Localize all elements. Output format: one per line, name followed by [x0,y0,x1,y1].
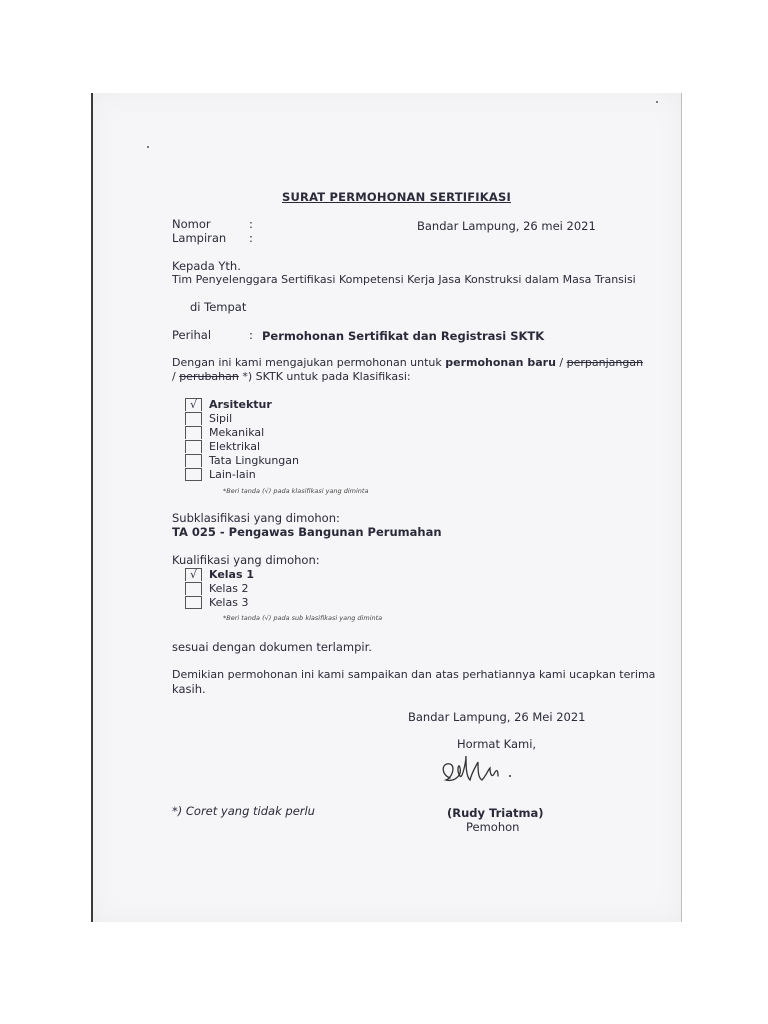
perihal-colon: : [249,328,253,342]
intro-strike-perpanjangan: perpanjangan [566,356,644,369]
signer-name: (Rudy Triatma) [447,806,544,820]
checkbox[interactable] [185,440,202,453]
intro-line1 [172,356,643,370]
subklasifikasi-value: TA 025 - Pengawas Bangunan Perumahan [172,525,442,539]
klasifikasi-label: Lain-lain [209,467,256,481]
klasifikasi-item [185,453,299,467]
checkbox[interactable] [185,426,202,439]
klasifikasi-note: *Beri tanda (√) pada klasifikasi yang diminta [223,487,369,495]
intro-sep: / [555,356,567,369]
lampiran-colon: : [249,231,253,245]
checkbox[interactable] [185,454,202,467]
kualifikasi-label: Kelas 2 [209,581,249,595]
nomor-colon: : [249,217,253,231]
checkbox[interactable]: √ [185,568,202,581]
kualifikasi-checklist [185,567,254,609]
letter-title: SURAT PERMOHONAN SERTIFIKASI [282,190,511,204]
intro-bold: permohonan baru [445,356,556,369]
klasifikasi-item [185,425,299,439]
recipient-place: di Tempat [190,300,247,314]
perihal-label: Perihal [172,328,212,342]
checkbox[interactable] [185,596,202,609]
closing-line1: Demikian permohonan ini kami sampaikan dan atas perhatiannya kami ucapkan terima [172,668,656,681]
checkbox[interactable]: √ [185,398,202,411]
klasifikasi-item [185,411,299,425]
place-date-bottom: Bandar Lampung, 26 Mei 2021 [408,710,586,724]
footnote: *) Coret yang tidak perlu [172,804,315,818]
regards: Hormat Kami, [457,737,537,751]
intro-line2 [172,370,411,384]
intro-sep2: / [172,370,180,383]
scan-speck [656,101,658,103]
klasifikasi-checklist [185,397,299,481]
intro-prefix: Dengan ini kami mengajukan permohonan untuk [172,356,446,369]
klasifikasi-item [185,397,299,411]
signer-role: Pemohon [466,820,520,834]
nomor-label: Nomor [172,217,211,231]
subklasifikasi-label: Subklasifikasi yang dimohon: [172,511,340,525]
recipient-name: Tim Penyelenggara Sertifikasi Kompetensi Kerja Jasa Konstruksi dalam Masa Transisi [172,273,636,286]
klasifikasi-label: Tata Lingkungan [209,453,299,467]
klasifikasi-label: Sipil [209,411,233,425]
klasifikasi-item [185,439,299,453]
kualifikasi-item [185,581,254,595]
kualifikasi-item [185,595,254,609]
klasifikasi-label: Elektrikal [209,439,261,453]
klasifikasi-label: Mekanikal [209,425,265,439]
closing-line2: kasih. [172,682,206,696]
attached-text: sesuai dengan dokumen terlampir. [172,640,372,654]
signature-icon [436,752,536,792]
perihal-value: Permohonan Sertifikat dan Registrasi SKTK [262,329,545,343]
place-date-top: Bandar Lampung, 26 mei 2021 [417,219,596,233]
kualifikasi-label: Kelas 1 [209,567,255,581]
scan-speck [147,146,149,148]
kualifikasi-label: Kelas 3 [209,595,249,609]
lampiran-label: Lampiran [172,231,227,245]
kualifikasi-label: Kualifikasi yang dimohon: [172,553,320,567]
intro-strike-perubahan: perubahan [179,370,239,383]
checkbox[interactable] [185,582,202,595]
recipient-salutation: Kepada Yth. [172,259,241,273]
checkbox[interactable] [185,468,202,481]
kualifikasi-note: *Beri tanda (√) pada sub klasifikasi yang diminta [223,614,383,622]
kualifikasi-item [185,567,254,581]
klasifikasi-item [185,467,299,481]
intro-suffix: *) SKTK untuk pada Klasifikasi: [238,370,411,383]
klasifikasi-label: Arsitektur [209,397,272,411]
checkbox[interactable] [185,412,202,425]
